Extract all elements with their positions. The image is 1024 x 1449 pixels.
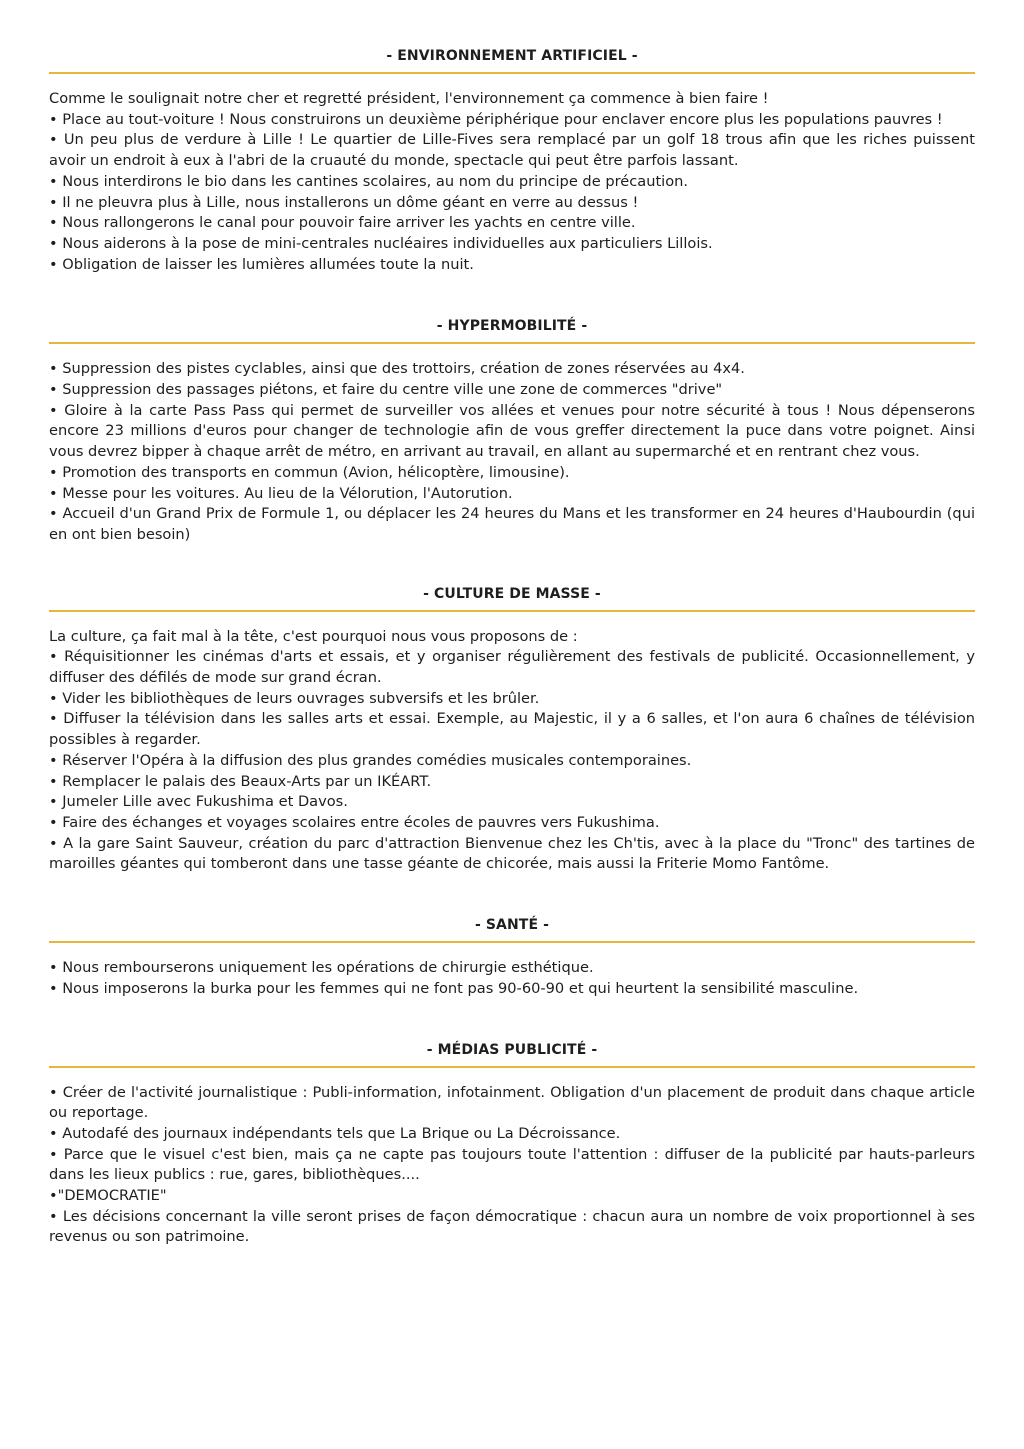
section-title: - MÉDIAS PUBLICITÉ - xyxy=(49,1040,975,1068)
bullet-item: • Accueil d'un Grand Prix de Formule 1, ou déplacer les 24 heures du Mans et les transformer en 24 heures d'Haubourdin (qui en ont bien besoin) xyxy=(49,505,975,543)
section-body xyxy=(49,958,975,999)
intro-line: La culture, ça fait mal à la tête, c'est pourquoi nous vous proposons de : xyxy=(49,627,578,645)
section-body xyxy=(49,1083,975,1249)
bullet-item: • Vider les bibliothèques de leurs ouvrages subversifs et les brûler. xyxy=(49,689,540,707)
bullet-item: • Suppression des pistes cyclables, ainsi que des trottoirs, création de zones réservées au 4x4. xyxy=(49,360,745,378)
section-title: - ENVIRONNEMENT ARTIFICIEL - xyxy=(49,46,975,74)
section-body xyxy=(49,89,975,275)
document-page xyxy=(49,46,975,1248)
bullet-item: • Suppression des passages piétons, et faire du centre ville une zone de commerces "drive" xyxy=(49,381,723,399)
section-spacer xyxy=(49,1000,975,1040)
bullet-item: • Un peu plus de verdure à Lille ! Le quartier de Lille-Fives sera remplacé par un golf 18 trous afin que les riches puissent avoir un endroit à eux à l'abri de la cruauté du monde, spectacle qui peut être parfois lassant. xyxy=(49,131,975,170)
bullet-item: • Parce que le visuel c'est bien, mais ça ne capte pas toujours toute l'attention : diffuser de la publicité par hauts-parleurs dans les lieux publics : rue, gares, bibliothèques.... xyxy=(49,1145,975,1184)
section-medias-publicite xyxy=(49,1040,975,1249)
bullet-item: • Créer de l'activité journalistique : Publi-information, infotainment. Obligation d'un placement de produit dans chaque article ou reportage. xyxy=(49,1083,975,1122)
bullet-item: • Place au tout-voiture ! Nous construirons un deuxième périphérique pour enclaver encore plus les populations pauvres ! xyxy=(49,110,943,128)
section-title: - HYPERMOBILITÉ - xyxy=(49,316,975,344)
bullet-item: • Obligation de laisser les lumières allumées toute la nuit. xyxy=(49,255,474,273)
bullet-item: • Remplacer le palais des Beaux-Arts par un IKÉART. xyxy=(49,772,432,790)
section-body xyxy=(49,359,975,545)
bullet-item: • Nous aiderons à la pose de mini-centrales nucléaires individuelles aux particuliers Lillois. xyxy=(49,234,713,252)
section-hypermobilite xyxy=(49,316,975,545)
section-body xyxy=(49,627,975,875)
bullet-item: • Jumeler Lille avec Fukushima et Davos. xyxy=(49,793,348,811)
bullet-item: • Messe pour les voitures. Au lieu de la Vélorution, l'Autorution. xyxy=(49,484,513,502)
bullet-item: • Il ne pleuvra plus à Lille, nous installerons un dôme géant en verre au dessus ! xyxy=(49,193,639,211)
bullet-item: • Réquisitionner les cinémas d'arts et essais, et y organiser régulièrement des festivals de publicité. Occasionnellement, y diffuser des défilés de mode sur grand écran. xyxy=(49,648,975,687)
section-spacer xyxy=(49,275,975,316)
intro-line: Comme le soulignait notre cher et regretté président, l'environnement ça commence à bien faire ! xyxy=(49,90,769,107)
section-title: - SANTÉ - xyxy=(49,915,975,943)
bullet-item: • Faire des échanges et voyages scolaires entre écoles de pauvres vers Fukushima. xyxy=(49,813,660,831)
bullet-item: • A la gare Saint Sauveur, création du parc d'attraction Bienvenue chez les Ch'tis, avec à la place du "Tronc" des tartines de maroilles géantes qui tomberont dans une tasse géante de chicorée, mais aussi la Friterie Momo Fantôme. xyxy=(49,834,975,873)
bullet-item: • Nous interdirons le bio dans les cantines scolaires, au nom du principe de précaution. xyxy=(49,172,689,190)
section-culture-de-masse xyxy=(49,584,975,875)
bullet-item: • Nous imposerons la burka pour les femmes qui ne font pas 90-60-90 et qui heurtent la sensibilité masculine. xyxy=(49,979,859,997)
bullet-item: • Diffuser la télévision dans les salles arts et essai. Exemple, au Majestic, il y a 6 salles, et l'on aura 6 chaînes de télévision possibles à regarder. xyxy=(49,710,975,749)
bullet-item: • Nous rembourserons uniquement les opérations de chirurgie esthétique. xyxy=(49,959,594,977)
bullet-item: • Réserver l'Opéra à la diffusion des plus grandes comédies musicales contemporaines. xyxy=(49,751,692,769)
section-sante xyxy=(49,915,975,999)
bullet-item: •"DEMOCRATIE" xyxy=(49,1187,167,1205)
bullet-item: • Les décisions concernant la ville seront prises de façon démocratique : chacun aura un nombre de voix proportionnel à ses revenus ou son patrimoine. xyxy=(49,1207,975,1246)
bullet-item: • Gloire à la carte Pass Pass qui permet de surveiller vos allées et venues pour notre sécurité à tous ! Nous dépenserons encore 23 millions d'euros pour changer de technologie afin de vous greffer directement la puce dans votre poignet. Ainsi vous devrez bipper à chaque arrêt de métro, en arrivant au travail, en allant au supermarché et en rentrant chez vous. xyxy=(49,401,975,461)
section-spacer xyxy=(49,546,975,584)
bullet-item: • Nous rallongerons le canal pour pouvoir faire arriver les yachts en centre ville. xyxy=(49,214,636,232)
section-environnement-artificiel xyxy=(49,46,975,275)
section-spacer xyxy=(49,875,975,915)
bullet-item: • Promotion des transports en commun (Avion, hélicoptère, limousine). xyxy=(49,463,570,481)
bullet-item: • Autodafé des journaux indépendants tels que La Brique ou La Décroissance. xyxy=(49,1124,621,1142)
section-title: - CULTURE DE MASSE - xyxy=(49,584,975,612)
